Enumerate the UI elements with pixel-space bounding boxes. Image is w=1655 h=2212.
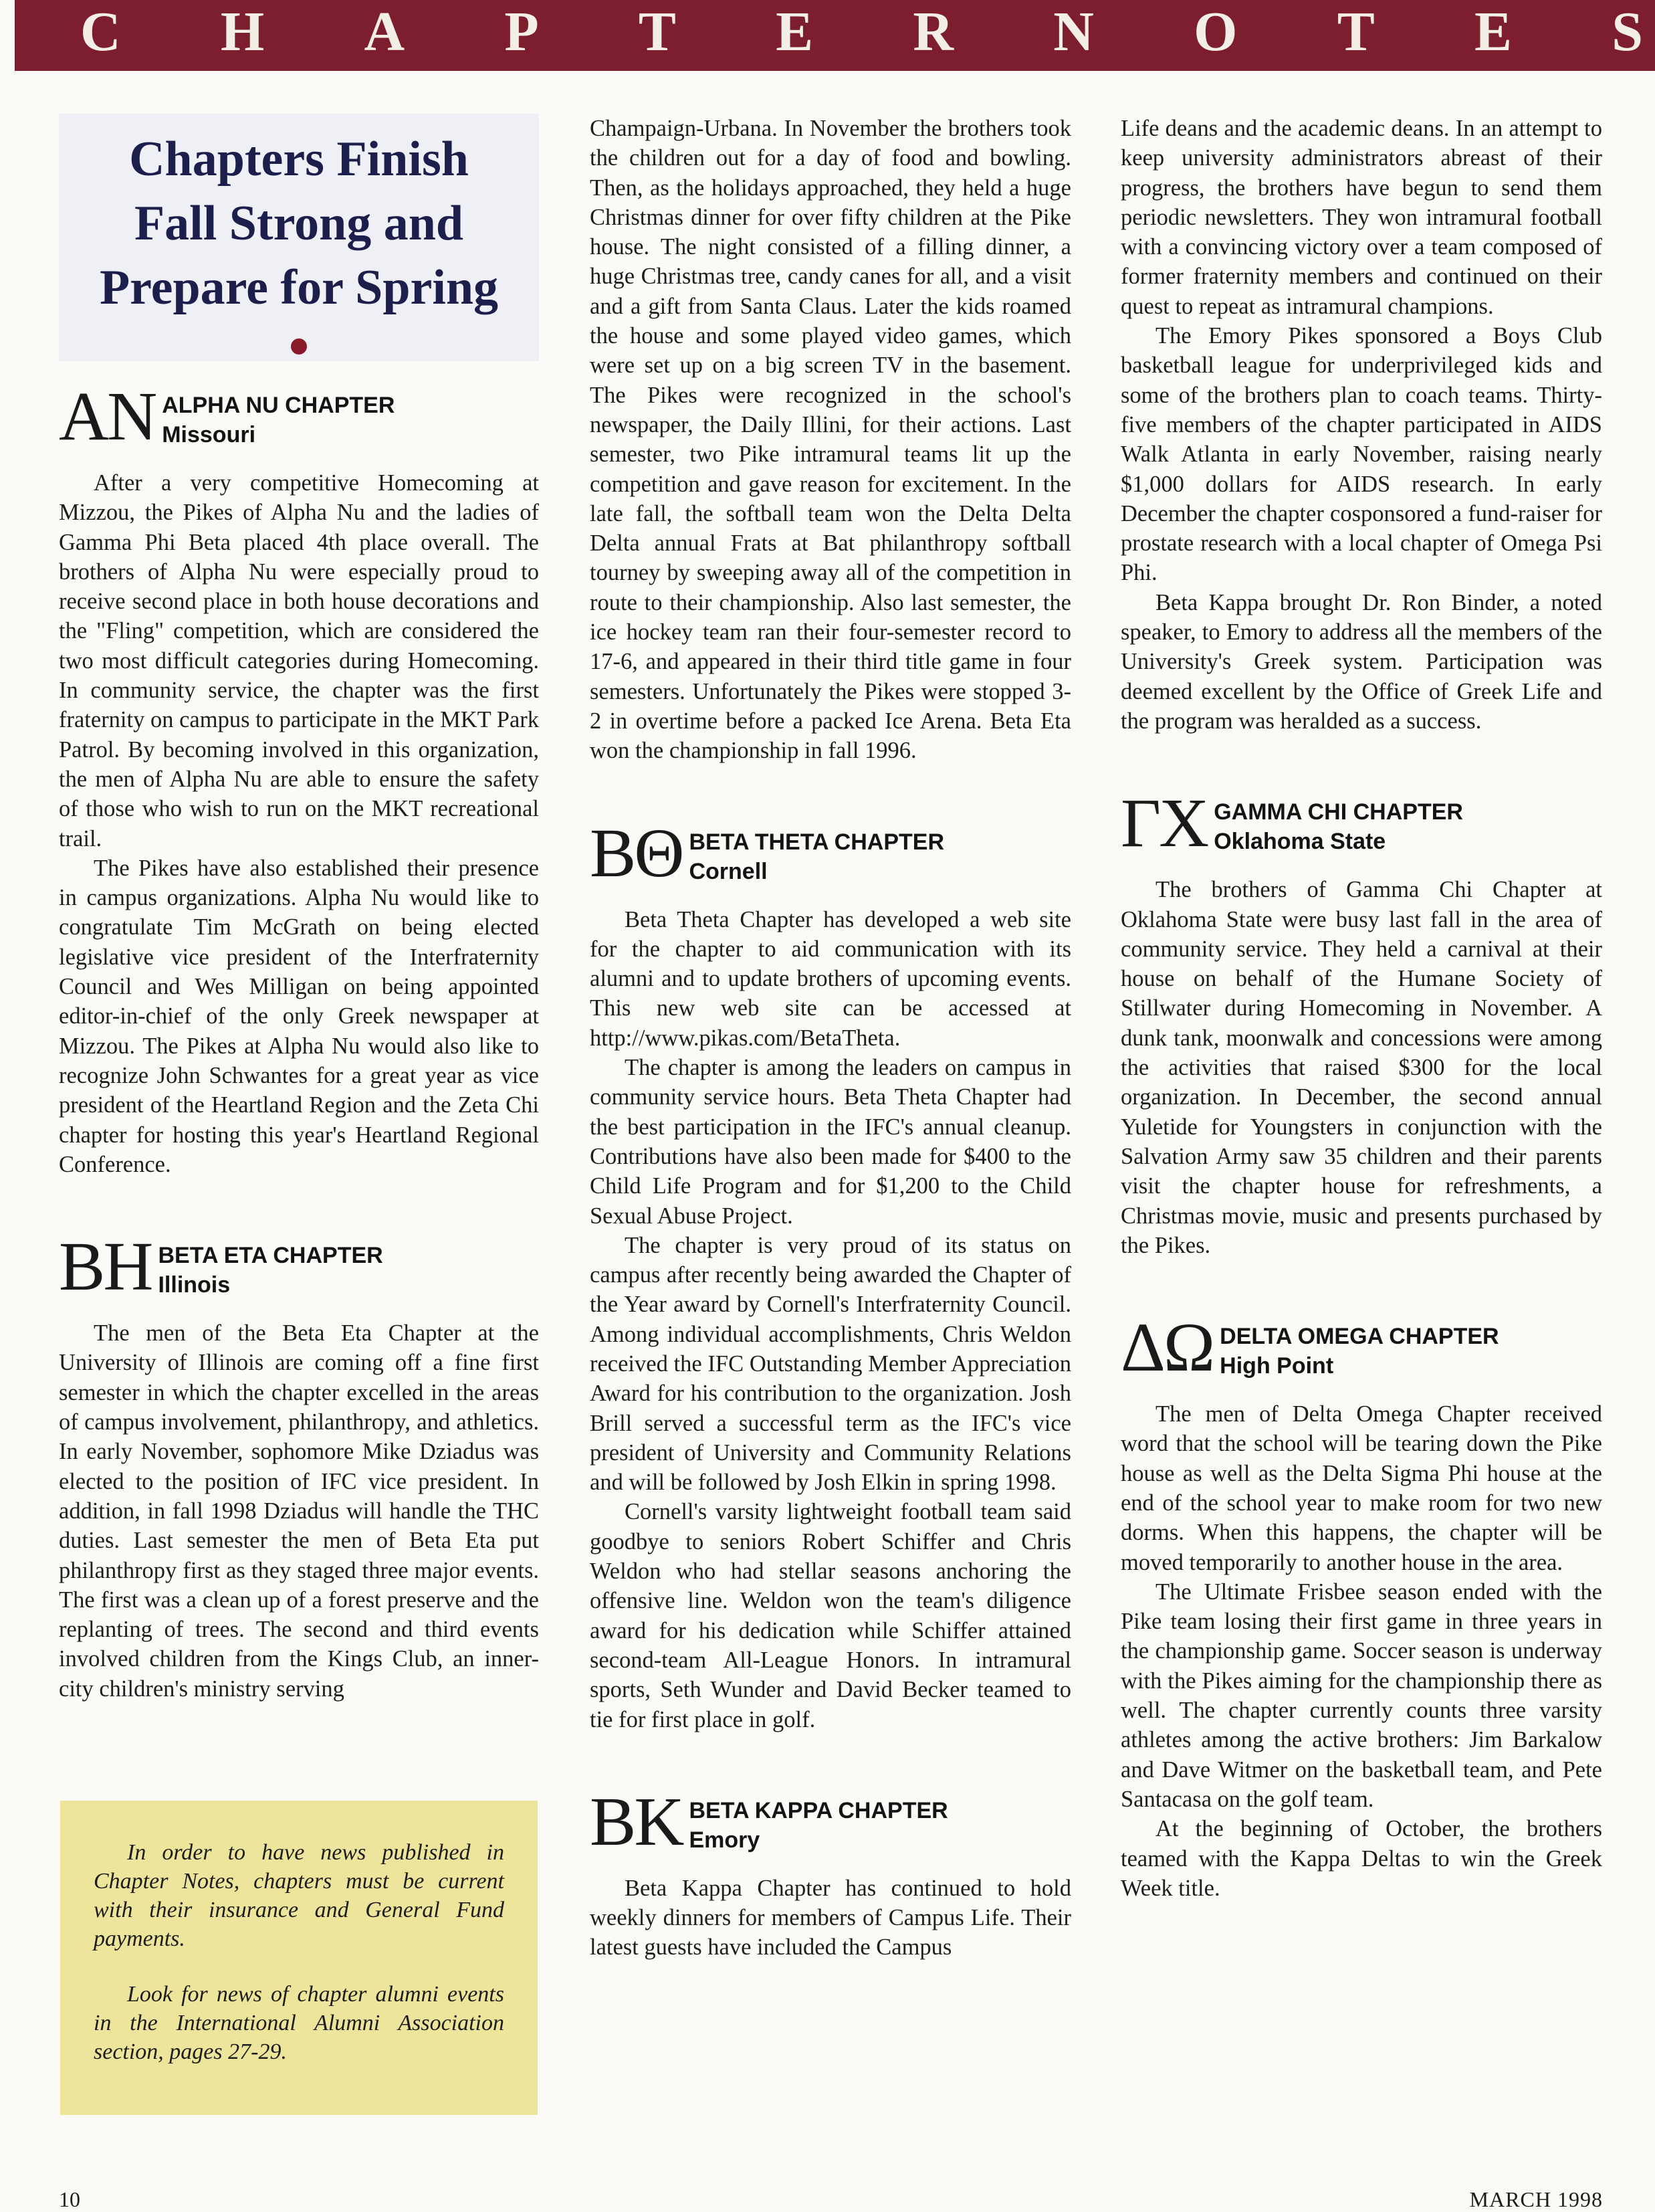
body-paragraph: Beta Kappa Chapter has continued to hold weekly dinners for members of Campus Life. Their latest guests have included the Campus — [590, 1875, 1071, 1960]
banner-letter: E — [776, 1, 814, 63]
title-line: Chapters Finish — [129, 132, 469, 187]
body-paragraph: The men of Delta Omega Chapter received word that the school will be tearing down the Pike house as well as the Delta Sigma Phi house at the end of the school year to make room for two new dorms. When this happens, the chapter will be moved temporarily to another house in the area. — [1121, 1401, 1602, 1575]
column-3 — [1121, 114, 1602, 1959]
banner-letter: T — [1337, 1, 1375, 63]
chapter-heading — [59, 1228, 539, 1306]
title-line: Fall Strong and — [134, 196, 464, 251]
chapter-name: BETA ETA CHAPTER — [158, 1243, 383, 1269]
banner-letter: P — [504, 1, 539, 63]
body-paragraph: The chapter is among the leaders on campus in community service hours. Beta Theta Chapter had the best participation in the IFC's annual cleanup. Contributions have also been made for $400 to the Child Life Program and for $1,200 to the Child Sexual Abuse Project. — [590, 1055, 1071, 1229]
body-paragraph: Cornell's varsity lightweight football team said goodbye to seniors Robert Schiffer and Chris Weldon who had stellar seasons anchoring the offensive line. Weldon won the team's diligence award for his dedication while Schiffer attained second-team All-League Honors. In intramural sports, Seth Wunder and David Becker teamed to tie for first place in golf. — [590, 1499, 1071, 1732]
body-paragraph: The chapter is very proud of its status on campus after recently being awarded the Chapter of the Year award by Cornell's Interfraternity Council. Among individual accomplishments, Chris Weldon received the IFC Outstanding Member Appreciation Award for his contribution to the organization. Josh Brill served a successful term as the IFC's vice president of University and Community Relations and will be followed by Josh Elkin in spring 1998. — [590, 1232, 1071, 1496]
notice-paragraph: In order to have news published in Chapter Notes, chapters must be current with their insurance and General Fund payments. — [94, 1840, 504, 1951]
issue-date: MARCH 1998 — [1469, 2187, 1603, 2211]
section-gamma-chi — [1121, 785, 1602, 1260]
chapter-heading — [590, 814, 1071, 892]
section-beta-kappa-continued — [1121, 114, 1602, 736]
banner-letter: O — [1194, 1, 1238, 63]
chapter-name: GAMMA CHI CHAPTER — [1214, 799, 1463, 825]
greek-letters: BK — [590, 1783, 683, 1860]
body-paragraph: After a very competitive Homecoming at Mizzou, the Pikes of Alpha Nu and the ladies of Gamma Phi Beta placed 4th place overall. The brothers of Alpha Nu were especially proud to receive second place in both house decorations and the "Fling" competition, which are considered the two most difficult categories during Homecoming. In community service, the chapter was the first fraternity on campus to participate in the MKT Park Patrol. By becoming involved in this organization, the men of Alpha Nu are able to ensure the safety of those who wish to run on the MKT recreational trail. — [59, 470, 539, 851]
column-1 — [59, 114, 539, 1760]
section-delta-omega — [1121, 1309, 1602, 1903]
greek-letters: ΔΩ — [1121, 1309, 1214, 1387]
banner-letter: R — [913, 1, 954, 63]
chapter-name: BETA KAPPA CHAPTER — [689, 1797, 948, 1823]
chapter-name: ALPHA NU CHAPTER — [162, 393, 395, 418]
body-paragraph: Beta Kappa brought Dr. Ron Binder, a noted speaker, to Emory to address all the members of the University's Greek system. Participation was deemed excellent by the Office of Greek Life and the program was heralded as a success. — [1121, 589, 1602, 734]
chapter-school: Oklahoma State — [1214, 829, 1386, 855]
chapter-school: Illinois — [158, 1272, 231, 1298]
page-number: 10 — [59, 2187, 80, 2211]
chapter-notes-banner — [15, 0, 1655, 71]
chapter-school: High Point — [1220, 1353, 1334, 1379]
chapter-school: Cornell — [689, 858, 768, 884]
body-paragraph: The Ultimate Frisbee season ended with the Pike team losing their first game in three years in the championship game. Soccer season is underway with the Pikes aiming for the championship there as well. The chapter currently counts three varsity athletes among the active brothers: Jim Barkalow and Dave Witmer on the basketball team, and Pete Santacasa on the golf team. — [1121, 1579, 1602, 1812]
chapter-heading — [1121, 785, 1602, 862]
banner-letter: N — [1053, 1, 1094, 63]
section-beta-eta — [59, 1228, 539, 1704]
chapter-school: Missouri — [162, 422, 256, 447]
chapter-school: Emory — [689, 1827, 760, 1853]
banner-letter: C — [80, 1, 121, 63]
greek-letters: ΓΧ — [1121, 785, 1208, 862]
body-paragraph: Beta Theta Chapter has developed a web site for the chapter to aid communication with its alumni and to update brothers of upcoming events. This new web site can be accessed at http://www.pikas.com/BetaTheta. — [590, 906, 1071, 1051]
body-paragraph: The Pikes have also established their presence in campus organizations. Alpha Nu would like to congratulate Tim McGrath on being elected legislative vice president of the Interfraternity Council and Wes Milligan on being appointed editor-in-chief of the only Greek newspaper at Mizzou. The Pikes at Alpha Nu would also like to recognize John Schwantes for a great year as vice president of the Heartland Region and the Zeta Chi chapter for hosting this year's Heartland Regional Conference. — [59, 855, 539, 1177]
section-beta-eta-continued — [590, 114, 1071, 766]
section-beta-kappa — [590, 1783, 1071, 1963]
notice-box — [60, 1801, 538, 2115]
section-alpha-nu — [59, 378, 539, 1179]
body-paragraph: Life deans and the academic deans. In an attempt to keep university administrators abreast of their progress, the brothers have begun to send them periodic newsletters. They won intramural football with a convincing victory over a team composed of former fraternity members and continued on their quest to repeat as intramural champions. — [1121, 116, 1602, 319]
section-beta-theta — [590, 814, 1071, 1734]
body-paragraph: The brothers of Gamma Chi Chapter at Oklahoma State were busy last fall in the area of community service. They held a carnival at their house on behalf of the Humane Society of Stillwater during Homecoming in November. A dunk tank, moonwalk and concessions were among the activities that raised $300 for the local organization. In December, the second annual Yuletide for Youngsters in conjunction with the Salvation Army saw 35 children and their parents visit the chapter house for refreshments, a Christmas movie, music and presents purchased by the Pikes. — [1121, 877, 1602, 1258]
column-2 — [590, 114, 1071, 2019]
banner-letter: E — [1474, 1, 1512, 63]
banner-letter: A — [364, 1, 405, 63]
banner-letter: T — [638, 1, 676, 63]
chapter-heading — [1121, 1309, 1602, 1387]
banner-letter: S — [1612, 1, 1643, 63]
body-paragraph: The men of the Beta Eta Chapter at the University of Illinois are coming off a fine first semester in which the chapter excelled in the areas of campus involvement, philanthropy, and athletics. In early November, sophomore Mike Dziadus was elected to the position of IFC vice president. In addition, in fall 1998 Dziadus will handle the THC duties. Last semester the men of Beta Eta put philanthropy first as they staged three major events. The first was a clean up of a forest preserve and the replanting of trees. The second and third events involved children from the Kings Club, an inner-city children's ministry serving — [59, 1320, 539, 1702]
chapter-heading — [59, 378, 539, 455]
chapter-name: DELTA OMEGA CHAPTER — [1220, 1324, 1499, 1350]
chapter-name: BETA THETA CHAPTER — [689, 829, 945, 855]
title-line: Prepare for Spring — [99, 260, 499, 315]
greek-letters: AN — [59, 378, 156, 455]
chapter-heading — [590, 1783, 1071, 1860]
notice-paragraph: Look for news of chapter alumni events in the International Alumni Association section, pages 27-29. — [94, 1982, 504, 2064]
article-title — [59, 114, 539, 361]
greek-letters: BH — [59, 1228, 152, 1306]
body-paragraph: The Emory Pikes sponsored a Boys Club basketball league for underprivileged kids and some of the brothers plan to coach teams. Thirty-five members of the chapter participated in AIDS Walk Atlanta in early November, raising nearly $1,000 dollars for AIDS research. In early December the chapter cosponsored a fund-raiser for prostate research with a local chapter of Omega Psi Phi. — [1121, 323, 1602, 586]
title-bullet-icon — [291, 338, 307, 355]
body-paragraph: At the beginning of October, the brothers teamed with the Kappa Deltas to win the Greek Week title. — [1121, 1816, 1602, 1901]
body-paragraph: Champaign-Urbana. In November the brothers took the children out for a day of food and bowling. Then, as the holidays approached, they held a huge Christmas dinner for over fifty children at the Pike house. The night consisted of a filling dinner, a huge Christmas tree, candy canes for all, and a visit and a gift from Santa Claus. Later the kids roamed the house and some played video games, which were set up on a big screen TV in the basement. The Pikes were recognized in the school's newspaper, the Daily Illini, for their actions. Last semester, two Pike intramural teams lit up the competition and gave reason for excitement. In the late fall, the softball team won the Delta Delta Delta annual Frats at Bat philanthropy softball tourney by sweeping away all of the competition in route to their championship. Also last semester, the ice hockey team ran their four-semester record to 17-6, and appeared in their third title game in four semesters. Unfortunately the Pikes were stopped 3-2 in overtime before a packed Ice Arena. Beta Eta won the championship in fall 1996. — [590, 116, 1071, 764]
banner-letter: H — [220, 1, 265, 63]
greek-letters: BΘ — [590, 814, 683, 892]
